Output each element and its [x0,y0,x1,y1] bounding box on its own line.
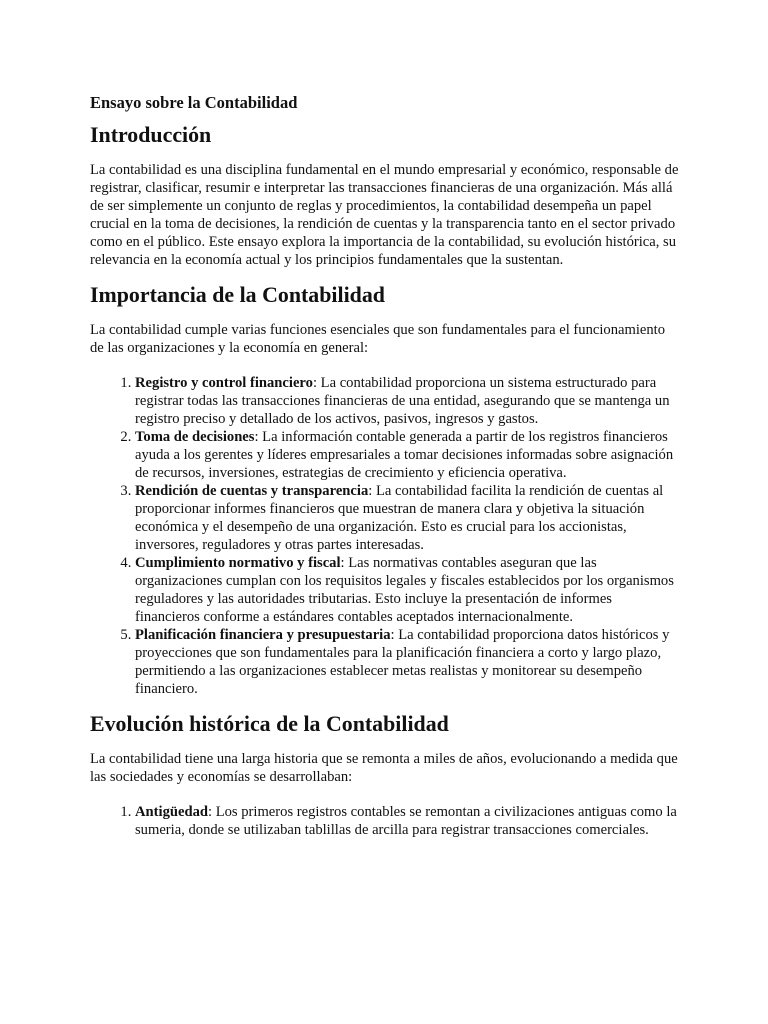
list-item [135,482,680,554]
heading-evolucion: Evolución histórica de la Contabilidad [90,711,449,736]
importance-list [90,374,680,698]
list-item [135,626,680,698]
history-paragraph: La contabilidad tiene una larga historia que se remonta a miles de años, evolucionando a medida que las sociedades y economías se desarrollaban: [90,751,678,785]
list-item [135,554,680,626]
list-item-term: Cumplimiento normativo y fiscal [135,555,341,571]
list-item [135,803,680,839]
list-item [135,428,680,482]
list-item-term: Registro y control financiero [135,375,313,391]
list-item-term: Antigüedad [135,804,208,820]
list-item-term: Toma de decisiones [135,429,255,445]
list-item-text: : Los primeros registros contables se remontan a civilizaciones antiguas como la sumeria, donde se utilizaban tablillas de arcilla para registrar transacciones comerciales. [135,804,677,838]
list-item [135,374,680,428]
intro-paragraph: La contabilidad es una disciplina fundamental en el mundo empresarial y económico, responsable de registrar, clasificar, resumir e interpretar las transacciones financieras de una organización. Más allá de ser simplemente un conjunto de reglas y procedimientos, la contabilidad desempeña un papel crucial en la toma de decisiones, la rendición de cuentas y la transparencia tanto en el sector privado como en el público. Este ensayo explora la importancia de la contabilidad, su evolución histórica, su relevancia en la economía actual y los principios fundamentales que la sustentan. [90,162,679,268]
list-item-term: Planificación financiera y presupuestaria [135,627,391,643]
list-item-text: : La información contable generada a partir de los registros financieros ayuda a los gerentes y líderes empresariales a tomar decisiones informadas sobre asignación de recursos, inversiones, estrategias de crecimiento y eficiencia operativa. [135,429,674,481]
document-page [90,92,680,856]
heading-importancia: Importancia de la Contabilidad [90,282,385,307]
importance-paragraph: La contabilidad cumple varias funciones esenciales que son fundamentales para el funcionamiento de las organizaciones y la economía en general: [90,322,666,356]
list-item-text: : Las normativas contables aseguran que las organizaciones cumplan con los requisitos legales y fiscales establecidos por los organismos reguladores y las autoridades tributarias. Esto incluye la presentación de informes financieros conforme a estándares contables aceptados internacionalmente. [135,555,674,625]
list-item-text: : La contabilidad facilita la rendición de cuentas al proporcionar informes financieros que muestran de manera clara y objetiva la situación económica y el desempeño de una organización. Esto es crucial para los accionistas, inversores, reguladores y otras partes interesadas. [135,483,664,553]
list-item-text: : La contabilidad proporciona datos históricos y proyecciones que son fundamentales para la planificación financiera a corto y largo plazo, permitiendo a las organizaciones establecer metas realistas y monitorear su desempeño financiero. [135,627,670,697]
list-item-term: Rendición de cuentas y transparencia [135,483,369,499]
document-title: Ensayo sobre la Contabilidad [90,93,298,112]
heading-introduccion: Introducción [90,122,212,147]
list-item-text: : La contabilidad proporciona un sistema estructurado para registrar todas las transacciones financieras de una entidad, asegurando que se mantenga un registro preciso y detallado de los activos, pasivos, ingresos y gastos. [135,375,670,427]
history-list [90,803,680,839]
